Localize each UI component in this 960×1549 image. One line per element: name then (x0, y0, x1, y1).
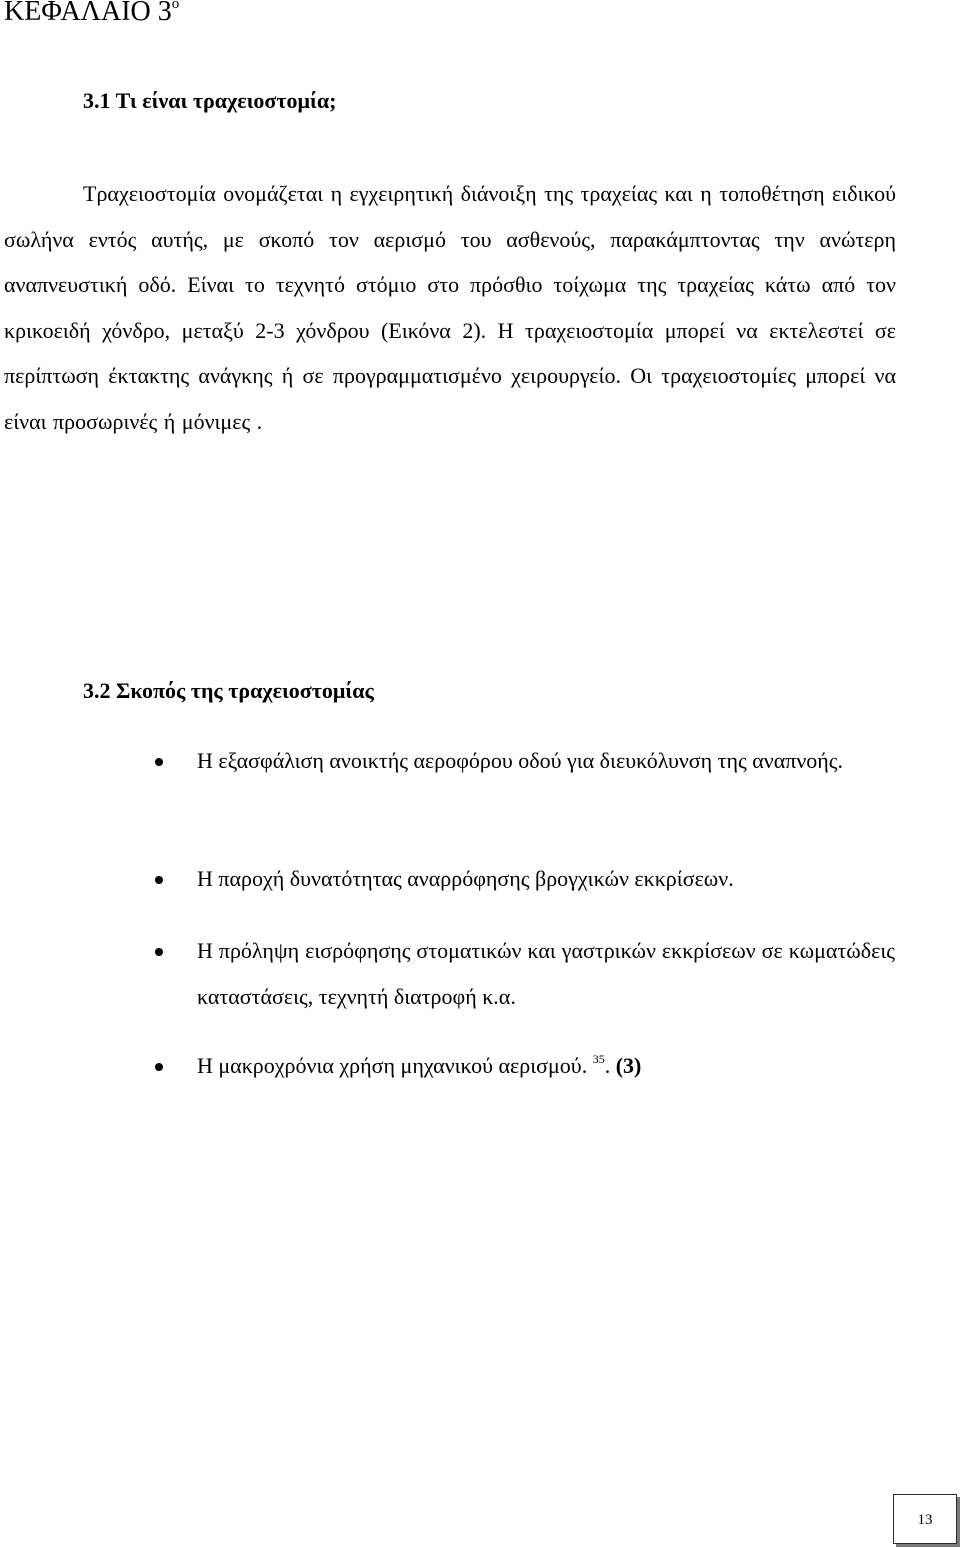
list-item-text: Η εξασφάλιση ανοικτής αεροφόρου οδού για διευκόλυνση της αναπνοής. (197, 748, 844, 773)
page-number-box (893, 1494, 957, 1544)
bullet-dot-icon (155, 758, 163, 766)
list-item (160, 738, 895, 784)
list-item-text-with-reference (197, 1043, 895, 1089)
list-item (160, 928, 895, 1019)
page-number: 13 (917, 1512, 933, 1528)
chapter-title-text: ΚΕΦΑΛΑΙΟ 3 (4, 0, 172, 27)
bullet-dot-icon (155, 948, 163, 956)
list-item (160, 856, 895, 902)
list-item-text: Η παροχή δυνατότητας αναρρόφησης βρογχικών εκκρίσεων. (197, 866, 734, 891)
section-heading-3-2: 3.2 Σκοπός της τραχειοστομίας (83, 678, 374, 703)
list-item-text: Η πρόληψη εισρόφησης στοματικών και γαστρικών εκκρίσεων σε κωματώδεις καταστάσεις, τεχνητή διατροφή κ.α. (197, 938, 895, 1009)
reference-citation: (3) (615, 1053, 642, 1078)
bullet-dot-icon (155, 876, 163, 884)
section-1-paragraph: Τραχειοστομία ονομάζεται η εγχειρητική διάνοιξη της τραχείας και η τοποθέτηση ειδικού σωλήνα εντός αυτής, με σκοπό τον αερισμό του ασθενούς, παρακάμπτοντας την ανώτερη αναπνευστική οδό. Είναι το τεχνητό στόμιο στο πρόσθιο τοίχωμα της τραχείας κάτω από τον κρικοειδή χόνδρο, μεταξύ 2-3 χόνδρου (Εικόνα 2). Η τραχειοστομία μπορεί να εκτελεστεί σε περίπτωση έκτακτης ανάγκης ή σε προγραμματισμένο χειρουργείο. Οι τραχειοστομίες μπορεί να είναι προσωρινές ή μόνιμες . (4, 181, 896, 434)
reference-separator: . (604, 1053, 616, 1078)
bullet-dot-icon (155, 1063, 163, 1071)
reference-superscript: 35 (592, 1052, 605, 1066)
chapter-title (4, 0, 179, 30)
chapter-title-superscript: ο (171, 0, 180, 12)
section-heading-3-1: 3.1 Τι είναι τραχειοστομία; (83, 88, 337, 113)
list-item (160, 1043, 895, 1089)
list-item-text: Η μακροχρόνια χρήση μηχανικού αερισμού. (197, 1053, 588, 1078)
